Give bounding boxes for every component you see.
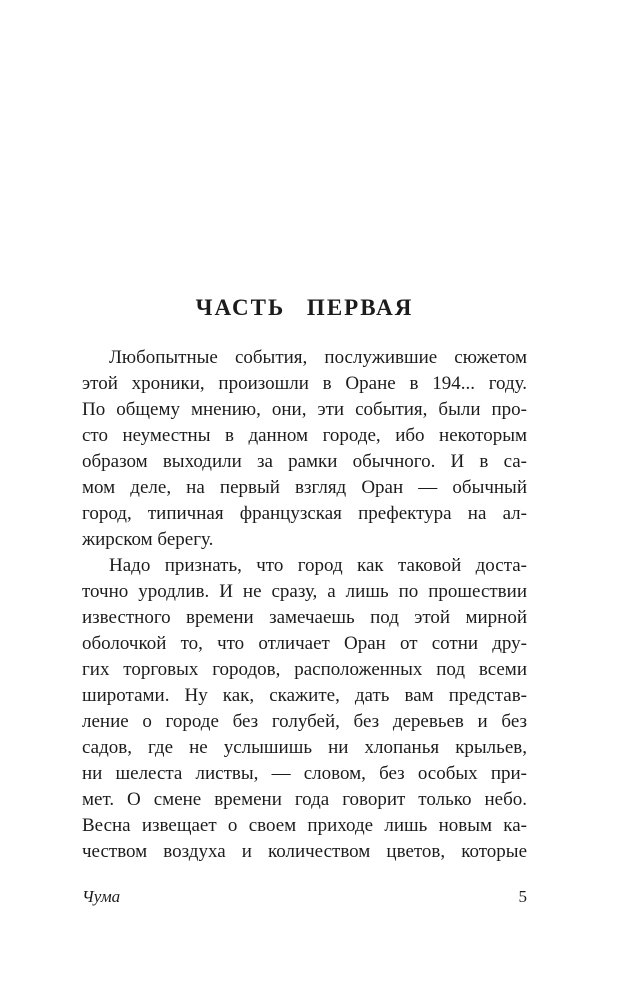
- text-line: чеством воздуха и количеством цветов, которые: [82, 841, 527, 862]
- text-line: гих торговых городов, расположенных под всеми: [82, 659, 527, 680]
- text-line: сто неуместны в данном городе, ибо некоторым: [82, 425, 527, 446]
- text-line: Надо признать, что город как таковой доста-: [109, 555, 527, 576]
- text-line: оболочкой то, что отличает Оран от сотни дру-: [82, 633, 527, 654]
- text-line: образом выходили за рамки обычного. И в са-: [82, 451, 527, 472]
- text-line: мом деле, на первый взгляд Оран — обычный: [82, 477, 527, 498]
- text-line: город, типичная французская префектура на ал-: [82, 503, 527, 524]
- text-line: точно уродлив. И не сразу, а лишь по прошествии: [82, 581, 527, 602]
- text-line: жирском берегу.: [82, 529, 214, 550]
- text-line: этой хроники, произошли в Оране в 194... году.: [82, 373, 527, 394]
- text-line: ни шелеста листвы, — словом, без особых при-: [82, 763, 527, 784]
- text-line: По общему мнению, они, эти события, были про-: [82, 399, 527, 420]
- text-line: ление о городе без голубей, без деревьев и без: [82, 711, 527, 732]
- paragraph-1: [82, 345, 527, 553]
- text-line: Весна извещает о своем приходе лишь новым ка-: [82, 815, 527, 836]
- page-number: 5: [518, 887, 527, 906]
- text-line: садов, где не услышишь ни хлопанья крыльев,: [82, 737, 527, 758]
- running-title: Чума: [82, 887, 121, 906]
- paragraph-2: [82, 553, 527, 865]
- text-line: Любопытные события, послужившие сюжетом: [109, 347, 527, 368]
- page-footer: [82, 886, 527, 908]
- text-line: широтами. Ну как, скажите, дать вам представ-: [82, 685, 527, 706]
- body-text: [82, 345, 527, 865]
- text-line: мет. О смене времени года говорит только небо.: [82, 789, 527, 810]
- text-line: известного времени замечаешь под этой мирной: [82, 607, 527, 628]
- chapter-heading: ЧАСТЬ ПЕРВАЯ: [195, 295, 414, 320]
